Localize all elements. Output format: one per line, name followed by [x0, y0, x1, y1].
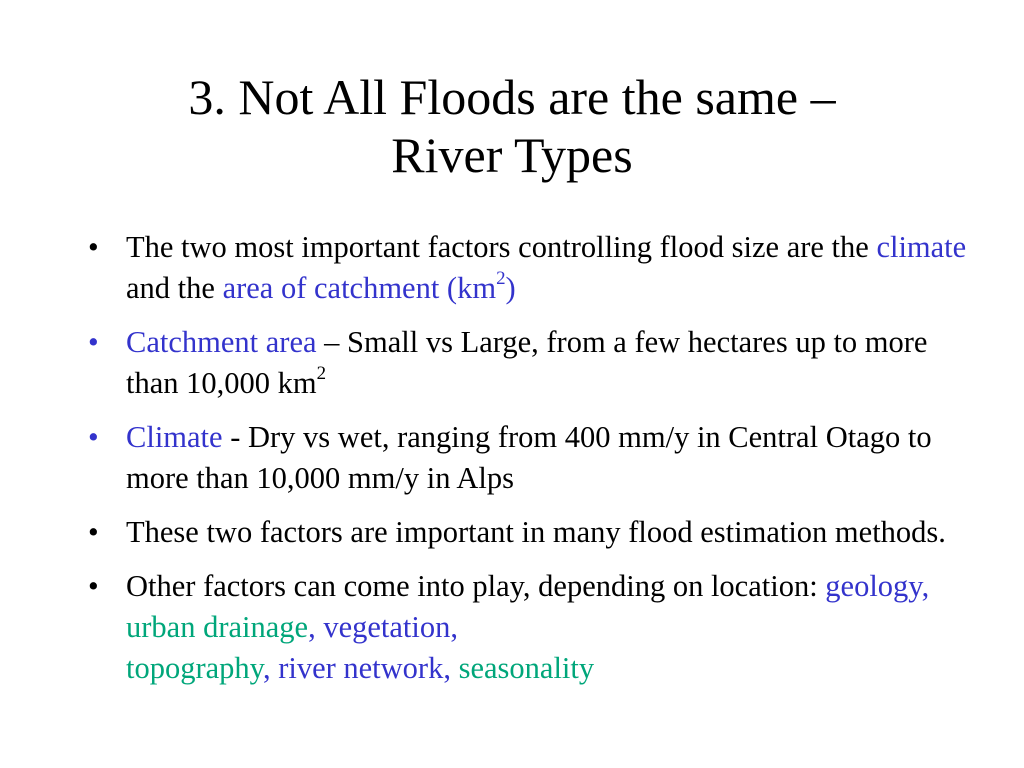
bullet-text: - Dry vs wet, ranging from 400 mm/y in Central Otago to more than 10,000 mm/y in Alps: [126, 420, 932, 495]
bullet-item-other-factors: [84, 566, 984, 689]
highlight-geology: geology,: [825, 569, 930, 603]
bullet-list: [84, 227, 984, 702]
bullet-item-factors: [84, 227, 984, 309]
slide-title: [0, 68, 1024, 184]
slide-title-line-1: 3. Not All Floods are the same –: [188, 69, 836, 125]
comma: ,: [308, 610, 316, 644]
bullet-item-estimation-methods: [84, 512, 984, 553]
superscript-2: 2: [316, 362, 327, 384]
bullet-marker: •: [88, 325, 99, 359]
superscript-2: 2: [496, 267, 506, 289]
highlight-seasonality: seasonality: [450, 651, 595, 685]
highlight-topography: topography: [126, 651, 263, 685]
bullet-text: – Small vs Large, from a few hectares up to more than 10,000 km: [126, 325, 928, 400]
highlight-climate: Climate: [126, 420, 223, 454]
bullet-item-climate: [84, 417, 984, 499]
bullet-text: and the: [126, 271, 223, 305]
bullet-marker: •: [88, 569, 99, 603]
bullet-item-catchment-area: [84, 322, 984, 404]
bullet-text: These two factors are important in many flood estimation methods.: [126, 515, 946, 549]
highlight-vegetation: vegetation,: [315, 610, 458, 644]
bullet-marker: •: [88, 230, 99, 264]
bullet-marker: •: [88, 420, 99, 454]
highlight-climate: climate: [876, 230, 967, 264]
bullet-text: Other factors can come into play, depending on location:: [126, 569, 826, 603]
highlight-catchment-area: Catchment area: [126, 325, 317, 359]
bullet-text: The two most important factors controlling flood size are the: [126, 230, 877, 264]
highlight-catchment-area: area of catchment (km: [222, 271, 497, 305]
bullet-marker: •: [88, 515, 99, 549]
highlight-urban-drainage: urban drainage: [126, 610, 309, 644]
closing-paren: ): [505, 271, 516, 305]
highlight-river-network: , river network,: [262, 651, 451, 685]
slide-title-line-2: River Types: [391, 127, 633, 183]
